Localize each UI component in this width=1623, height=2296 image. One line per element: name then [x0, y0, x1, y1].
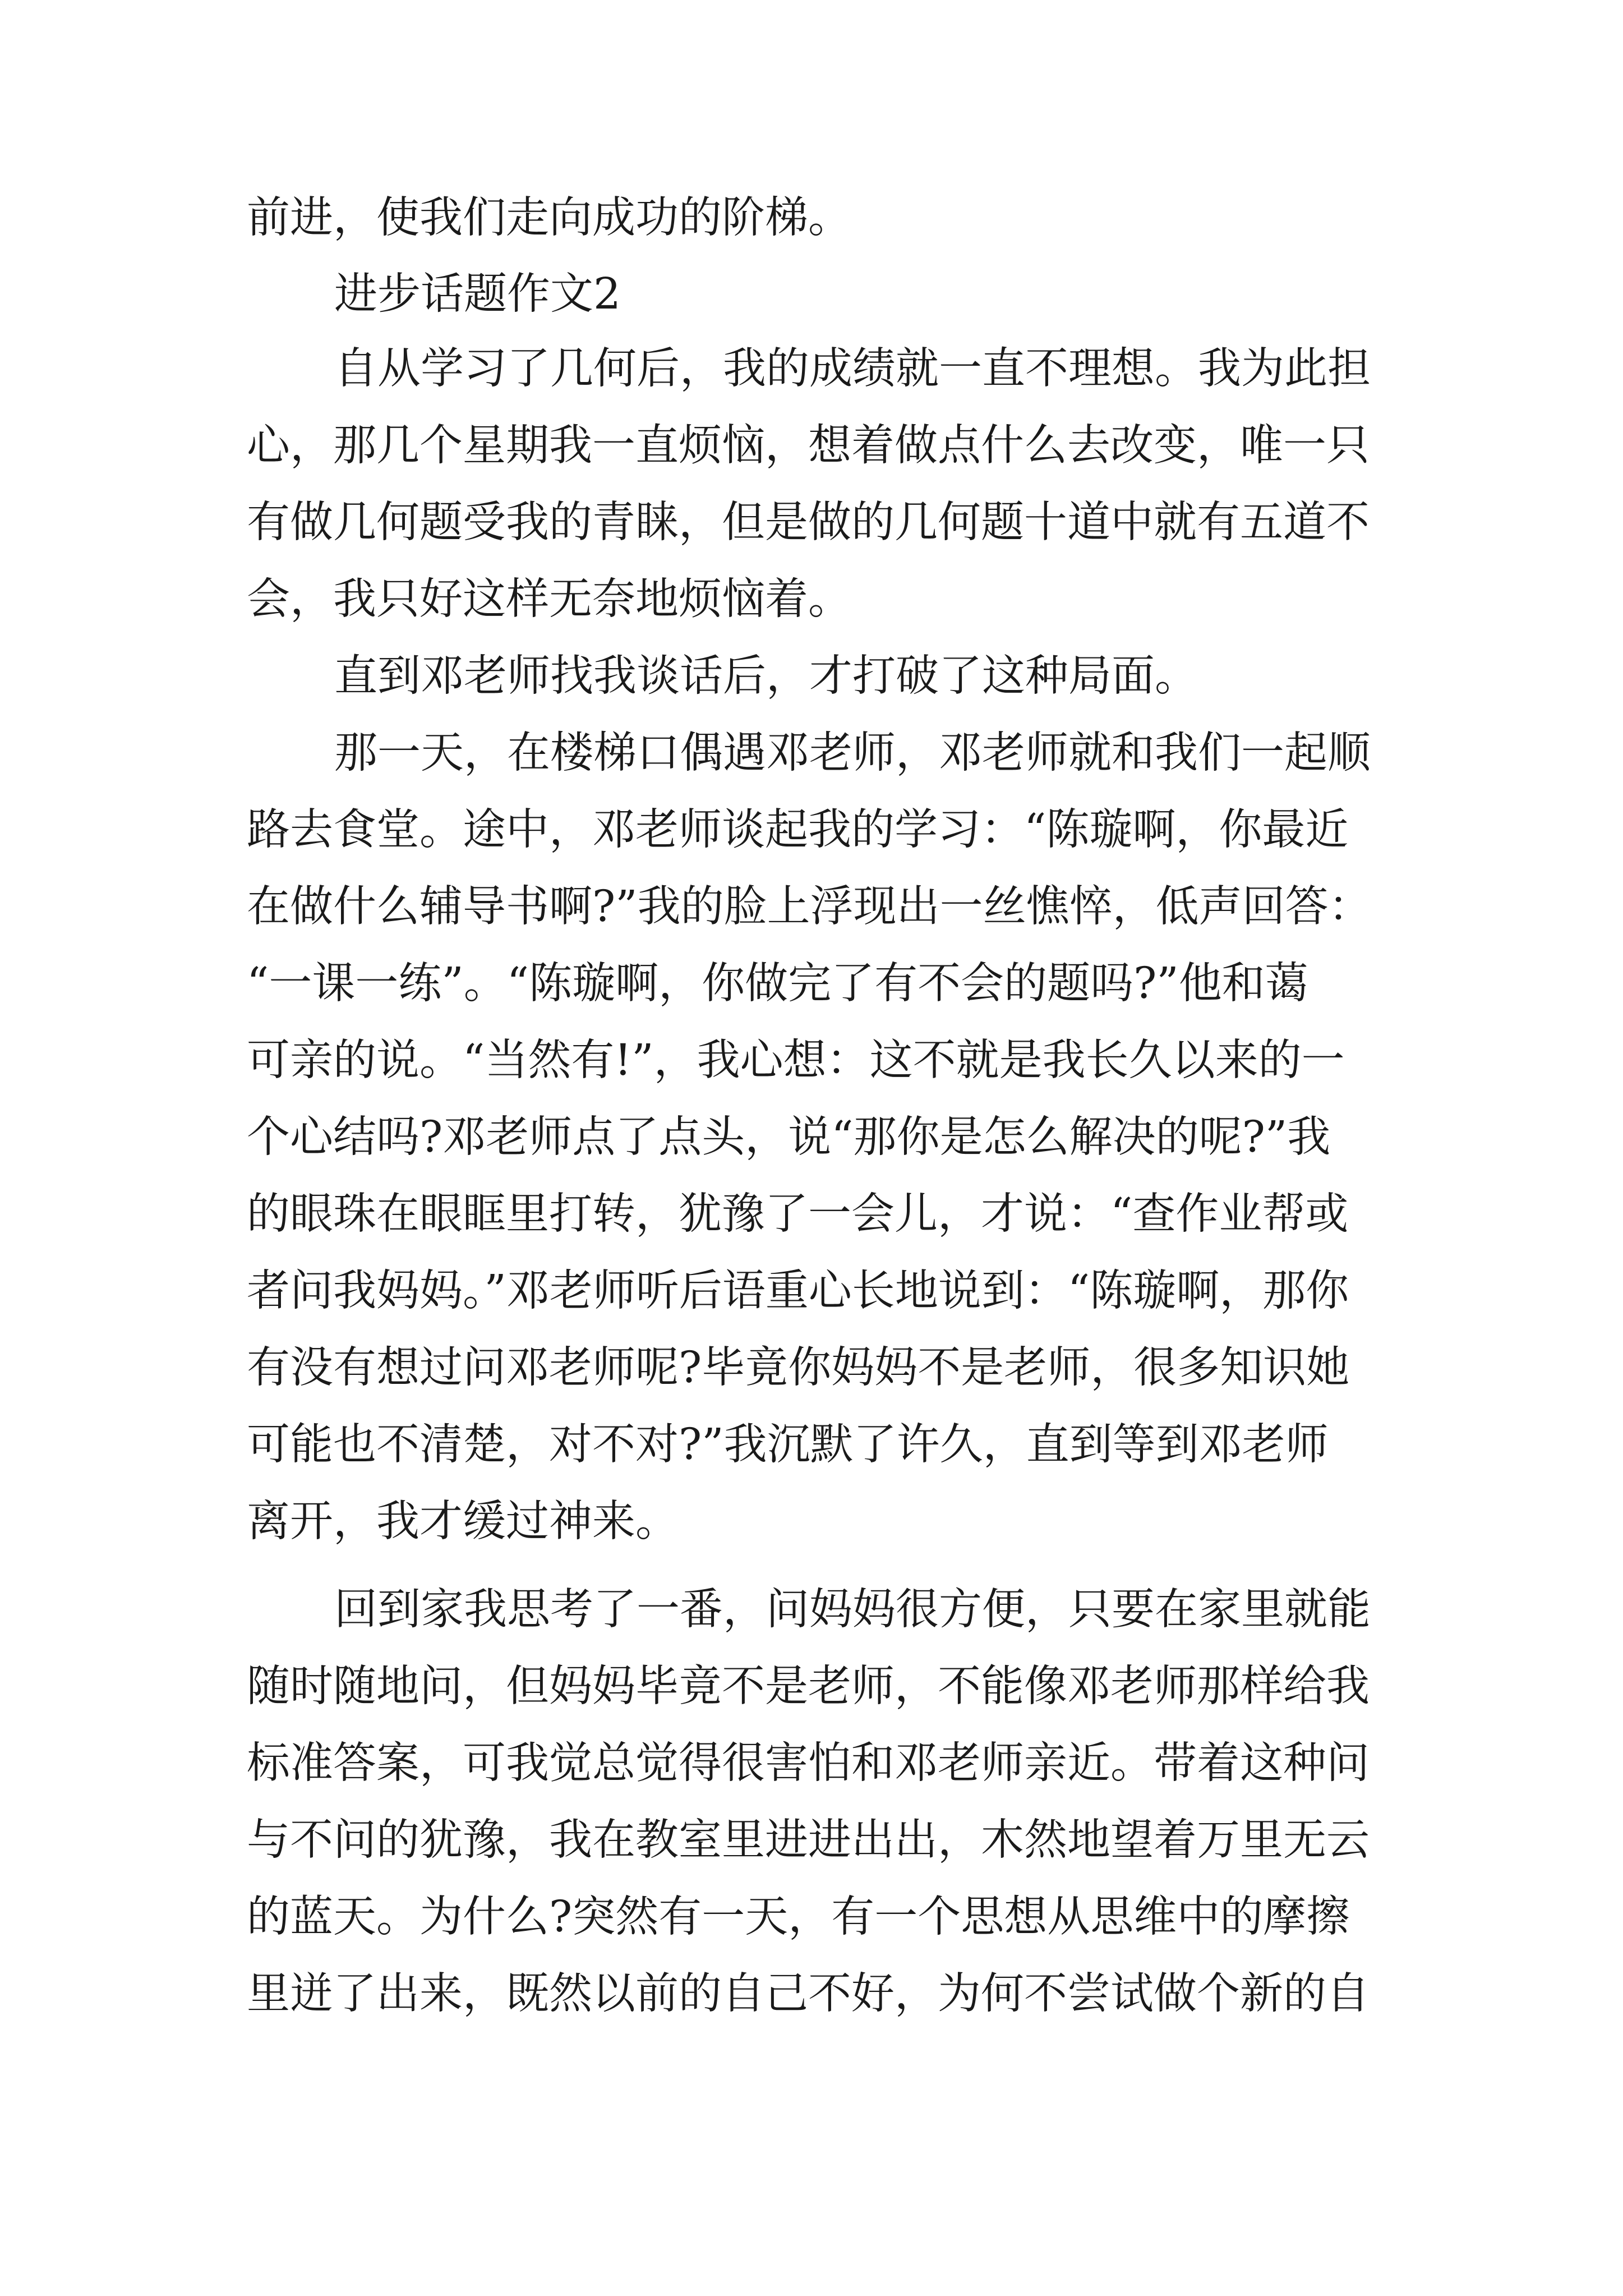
text-line: 在做什么辅导书啊?”我的脸上浮现出一丝憔悴，低声回答： — [247, 882, 1372, 932]
section-heading: 进步话题作文2 — [334, 269, 621, 319]
document-body — [247, 185, 1385, 2027]
text-line: 与不问的犹豫，我在教室里进进出出，木然地望着万里无云 — [247, 1815, 1370, 1865]
text-line: 随时随地问，但妈妈毕竟不是老师，不能像邓老师那样给我 — [247, 1662, 1370, 1711]
text-line: 路去食堂。途中，邓老师谈起我的学习：“陈璇啊，你最近 — [247, 805, 1349, 855]
text-line: 前进，使我们走向成功的阶梯。 — [247, 193, 851, 243]
text-line: 心，那几个星期我一直烦恼，想着做点什么去改变，唯一只 — [247, 421, 1370, 471]
text-line: 的蓝天。为什么?突然有一天，有一个思想从思维中的摩擦 — [247, 1892, 1350, 1942]
paragraph-first-line: 回到家我思考了一番，问妈妈很方便，只要在家里就能 — [334, 1585, 1371, 1635]
text-line: 可亲的说。“当然有!”，我心想：这不就是我长久以来的一 — [247, 1036, 1345, 1085]
text-line: 个心结吗?邓老师点了点头，说“那你是怎么解决的呢?”我 — [247, 1112, 1331, 1162]
text-line: 者问我妈妈。”邓老师听后语重心长地说到：“陈璇啊，那你 — [247, 1266, 1349, 1316]
text-line: 离开，我才缓过神来。 — [247, 1497, 679, 1547]
paragraph-first-line: 那一天，在楼梯口偶遇邓老师，邓老师就和我们一起顺 — [334, 728, 1371, 778]
paragraph-first-line: 自从学习了几何后，我的成绩就一直不理想。我为此担 — [334, 344, 1371, 394]
text-line: 里迸了出来，既然以前的自己不好，为何不尝试做个新的自 — [247, 1969, 1370, 2019]
text-line: “一课一练”。“陈璇啊，你做完了有不会的题吗?”他和蔼 — [247, 959, 1308, 1009]
text-line: 的眼珠在眼眶里打转，犹豫了一会儿，才说：“查作业帮或 — [247, 1189, 1349, 1239]
text-line: 有没有想过问邓老师呢?毕竟你妈妈不是老师，很多知识她 — [247, 1343, 1350, 1393]
text-line: 有做几何题受我的青睐，但是做的几何题十道中就有五道不 — [247, 498, 1370, 547]
text-line: 会，我只好这样无奈地烦恼着。 — [247, 574, 851, 624]
paragraph-first-line: 直到邓老师找我谈话后，才打破了这种局面。 — [334, 651, 1198, 701]
text-line: 可能也不清楚，对不对?”我沉默了许久，直到等到邓老师 — [247, 1420, 1329, 1470]
text-line: 标准答案，可我觉总觉得很害怕和邓老师亲近。带着这种问 — [247, 1738, 1370, 1788]
